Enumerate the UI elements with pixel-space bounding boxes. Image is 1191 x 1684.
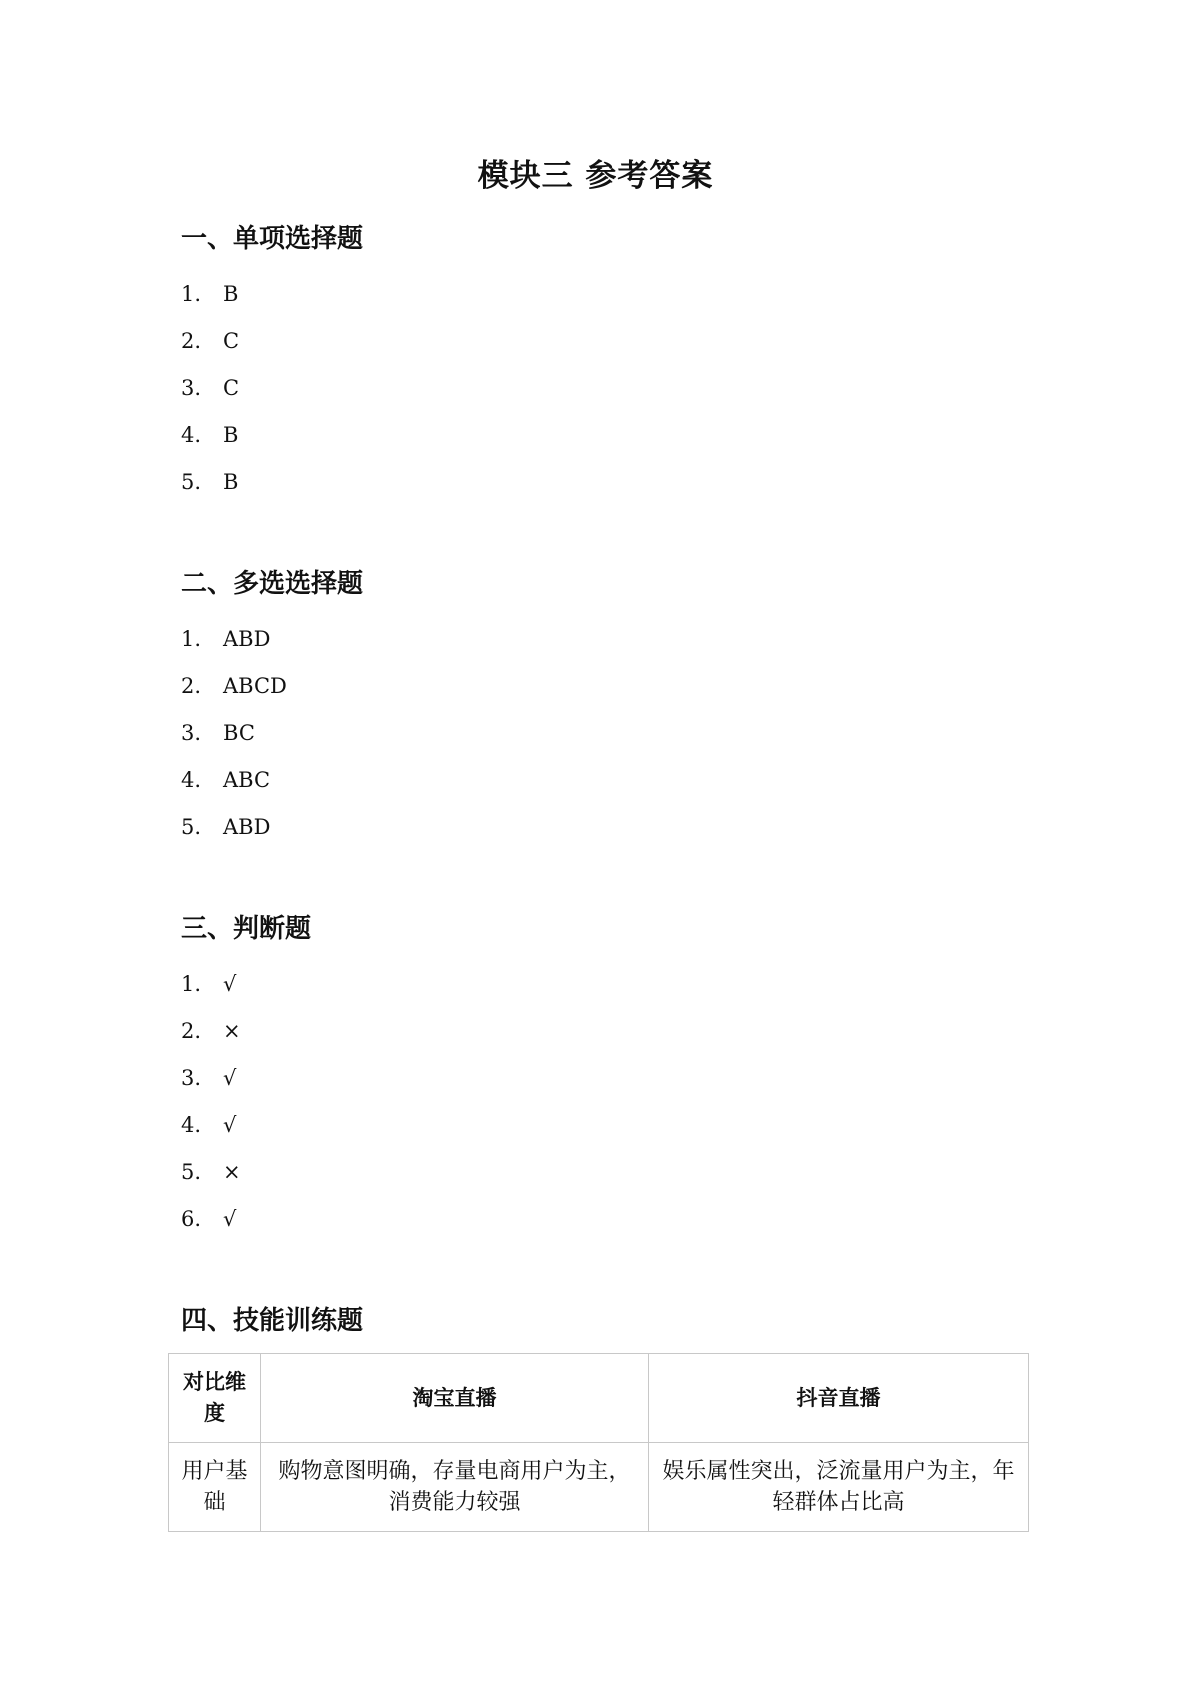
question-number: 1. [181, 972, 202, 996]
answer-list-true-false [181, 961, 241, 1243]
question-number: 4. [181, 423, 202, 447]
answer-item [181, 1149, 241, 1196]
answer-value: ABD [223, 815, 271, 839]
answer-value: B [223, 470, 239, 494]
answer-item [181, 412, 239, 459]
answer-item [181, 616, 287, 663]
answer-item [181, 804, 287, 851]
question-number: 3. [181, 1066, 202, 1090]
answer-item [181, 318, 239, 365]
answer-item [181, 663, 287, 710]
table-header-cell: 淘宝直播 [261, 1354, 649, 1443]
answer-value: × [223, 1160, 241, 1184]
answer-value: B [223, 282, 239, 306]
table-header-cell: 抖音直播 [649, 1354, 1029, 1443]
table-cell: 购物意图明确，存量电商用户为主，消费能力较强 [261, 1443, 649, 1532]
question-number: 5. [181, 470, 202, 494]
answer-list-single-choice [181, 271, 239, 506]
answer-value: ABC [223, 768, 271, 792]
question-number: 4. [181, 1113, 202, 1137]
table-header-row [169, 1354, 1029, 1443]
answer-value: √ [223, 972, 237, 996]
answer-list-multi-choice [181, 616, 287, 851]
question-number: 6. [181, 1207, 202, 1231]
table-row [169, 1443, 1029, 1532]
answer-item [181, 365, 239, 412]
question-number: 1. [181, 627, 202, 651]
answer-item [181, 271, 239, 318]
question-number: 2. [181, 1019, 202, 1043]
section-heading-single-choice: 一、单项选择题 [181, 224, 364, 254]
question-number: 5. [181, 1160, 202, 1184]
answer-value: C [223, 376, 240, 400]
table-header-cell: 对比维度 [169, 1354, 261, 1443]
answer-value: BC [223, 721, 255, 745]
answer-item [181, 1102, 241, 1149]
answer-item [181, 710, 287, 757]
answer-value: B [223, 423, 239, 447]
answer-item [181, 1008, 241, 1055]
question-number: 4. [181, 768, 202, 792]
section-heading-skills: 四、技能训练题 [181, 1306, 364, 1336]
answer-item [181, 961, 241, 1008]
question-number: 3. [181, 376, 202, 400]
page-title: 模块三 参考答案 [477, 158, 714, 194]
answer-value: √ [223, 1113, 237, 1137]
question-number: 2. [181, 674, 202, 698]
answer-value: ABD [223, 627, 271, 651]
question-number: 1. [181, 282, 202, 306]
answer-item [181, 1055, 241, 1102]
answer-value: √ [223, 1066, 237, 1090]
question-number: 3. [181, 721, 202, 745]
question-number: 2. [181, 329, 202, 353]
answer-value: √ [223, 1207, 237, 1231]
answer-value: C [223, 329, 240, 353]
answer-value: ABCD [223, 674, 287, 698]
answer-item [181, 459, 239, 506]
answer-item [181, 757, 287, 804]
answer-value: × [223, 1019, 241, 1043]
comparison-table [168, 1353, 1029, 1532]
answer-item [181, 1196, 241, 1243]
table-cell: 娱乐属性突出，泛流量用户为主，年轻群体占比高 [649, 1443, 1029, 1532]
question-number: 5. [181, 815, 202, 839]
table-cell: 用户基础 [169, 1443, 261, 1532]
section-heading-multi-choice: 二、多选选择题 [181, 569, 364, 599]
section-heading-true-false: 三、判断题 [181, 914, 312, 944]
